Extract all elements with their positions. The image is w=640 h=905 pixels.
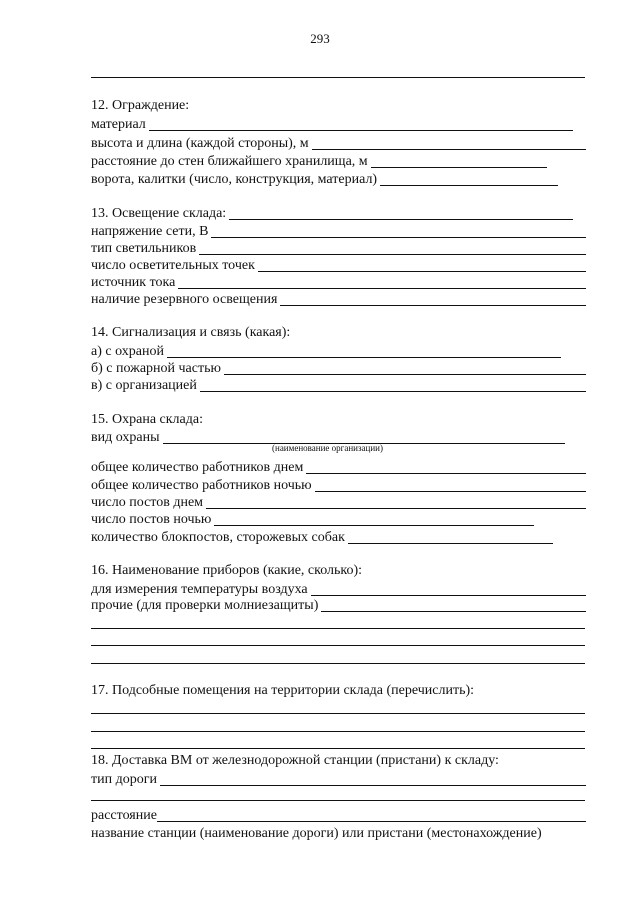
field-reserve[interactable] — [280, 291, 586, 306]
label-guard-kind: вид охраны — [91, 430, 160, 445]
field-road-type[interactable] — [160, 771, 586, 786]
blank-line[interactable] — [91, 731, 585, 732]
label-lamp-type: тип светильников — [91, 241, 197, 256]
row-signal-c — [91, 376, 586, 394]
label-material: материал — [91, 117, 146, 132]
blank-line[interactable] — [91, 800, 585, 801]
blank-line[interactable] — [91, 645, 585, 646]
row-points — [91, 256, 586, 274]
label-reserve: наличие резервного освещения — [91, 292, 278, 307]
field-source[interactable] — [178, 274, 586, 289]
row-posts-night — [91, 510, 586, 528]
label-posts-night: число постов ночью — [91, 512, 212, 527]
row-signal-b — [91, 359, 586, 377]
label-road-type: тип дороги — [91, 772, 157, 787]
row-workers-night — [91, 476, 586, 494]
row-lamp-type — [91, 239, 586, 257]
label-temperature: для измерения температуры воздуха — [91, 582, 308, 597]
section-14-title: 14. Сигнализация и связь (какая): — [91, 325, 291, 340]
row-distance-to-station — [91, 806, 586, 824]
field-gates[interactable] — [380, 171, 558, 186]
label-points: число осветительных точек — [91, 258, 255, 273]
row-lighting — [91, 204, 586, 222]
label-voltage: напряжение сети, В — [91, 224, 209, 239]
field-guard-kind[interactable] — [163, 429, 565, 444]
row-posts-day — [91, 493, 586, 511]
label-signal-a: а) с охраной — [91, 344, 164, 359]
field-lighting[interactable] — [229, 205, 573, 220]
field-blockposts[interactable] — [348, 529, 553, 544]
label-distance-to-station: расстояние — [91, 808, 157, 823]
field-points[interactable] — [258, 257, 586, 272]
field-height-length[interactable] — [312, 135, 586, 150]
label-distance: расстояние до стен ближайшего хранилища, м — [91, 154, 368, 169]
row-voltage — [91, 222, 586, 240]
label-gates: ворота, калитки (число, конструкция, материал) — [91, 172, 378, 187]
field-other-instruments[interactable] — [321, 597, 586, 612]
page-number: 293 — [310, 31, 330, 46]
row-material — [91, 115, 586, 133]
row-reserve — [91, 290, 586, 308]
row-road-type — [91, 770, 586, 788]
field-signal-c[interactable] — [200, 377, 586, 392]
field-signal-b[interactable] — [224, 360, 586, 375]
label-station: название станции (наименование дороги) или пристани (местонахождение) — [91, 826, 542, 841]
organization-caption: (наименование организации) — [272, 443, 383, 453]
row-blockposts — [91, 528, 586, 546]
field-signal-a[interactable] — [167, 343, 561, 358]
field-distance-to-station[interactable] — [157, 807, 586, 822]
label-height-length: высота и длина (каждой стороны), м — [91, 136, 309, 151]
section-18-title: 18. Доставка ВМ от железнодорожной станции (пристани) к складу: — [91, 753, 499, 768]
section-12-title: 12. Ограждение: — [91, 98, 190, 113]
blank-line[interactable] — [91, 663, 585, 664]
label-workers-day: общее количество работников днем — [91, 460, 304, 475]
section-13-title: 13. Освещение склада: — [91, 206, 227, 221]
field-workers-night[interactable] — [315, 477, 586, 492]
row-gates — [91, 170, 586, 188]
blank-line[interactable] — [91, 628, 585, 629]
label-blockposts: количество блокпостов, сторожевых собак — [91, 530, 345, 545]
label-workers-night: общее количество работников ночью — [91, 478, 312, 493]
section-17-title: 17. Подсобные помещения на территории склада (перечислить): — [91, 683, 475, 698]
field-material[interactable] — [149, 116, 573, 131]
header-rule — [91, 77, 585, 78]
section-15-title: 15. Охрана склада: — [91, 412, 203, 427]
row-distance — [91, 152, 586, 170]
label-source: источник тока — [91, 275, 176, 290]
field-lamp-type[interactable] — [199, 240, 586, 255]
field-posts-day[interactable] — [206, 494, 586, 509]
label-signal-c: в) с организацией — [91, 378, 197, 393]
row-other-instruments — [91, 596, 586, 614]
blank-line[interactable] — [91, 713, 585, 714]
section-16-title: 16. Наименование приборов (какие, сколько): — [91, 563, 363, 578]
blank-line[interactable] — [91, 748, 585, 749]
row-source — [91, 273, 586, 291]
row-workers-day — [91, 458, 586, 476]
field-posts-night[interactable] — [214, 511, 534, 526]
field-temperature[interactable] — [311, 581, 586, 596]
label-signal-b: б) с пожарной частью — [91, 361, 221, 376]
label-other-instruments: прочие (для проверки молниезащиты) — [91, 598, 319, 613]
row-height-length — [91, 134, 586, 152]
row-signal-a — [91, 342, 586, 360]
field-workers-day[interactable] — [306, 459, 586, 474]
label-posts-day: число постов днем — [91, 495, 204, 510]
field-voltage[interactable] — [211, 223, 586, 238]
field-distance[interactable] — [371, 153, 547, 168]
